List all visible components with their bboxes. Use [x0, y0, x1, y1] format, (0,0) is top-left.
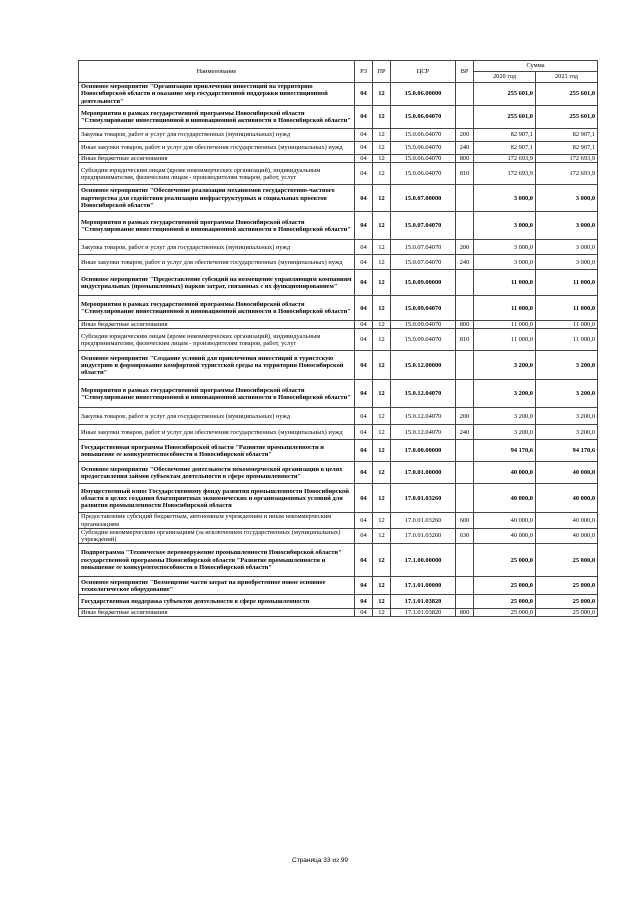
row-pr: 12: [373, 544, 391, 577]
row-rz: 04: [355, 577, 373, 595]
row-vr: 800: [456, 321, 474, 329]
row-amount-2020: 94 170,6: [474, 440, 536, 462]
table-row: [79, 212, 598, 240]
row-amount-2020: 25 000,0: [474, 609, 536, 617]
table-row: [79, 142, 598, 155]
row-amount-2021: 172 693,9: [536, 155, 598, 163]
table-row: [79, 484, 598, 513]
header-csr: ЦСР: [391, 61, 456, 83]
row-pr: 12: [373, 380, 391, 408]
row-name: Субсидии некоммерческим организациям (за исключением государственных (муниципальных) учреждений): [79, 528, 355, 543]
row-amount-2020: 3 200,0: [474, 380, 536, 408]
table-row: [79, 270, 598, 296]
table-row: [79, 609, 598, 617]
row-amount-2020: 255 601,0: [474, 106, 536, 129]
row-amount-2020: 11 000,0: [474, 329, 536, 351]
row-name: Субсидии юридическим лицам (кроме некоммерческих организаций), индивидуальным предпринимателям, физическим лицам - производителям товаров, работ, услуг: [79, 329, 355, 351]
row-amount-2020: 3 200,0: [474, 408, 536, 425]
row-amount-2020: 25 000,0: [474, 577, 536, 595]
row-pr: 12: [373, 577, 391, 595]
header-name: Наименование: [79, 61, 355, 83]
table-row: [79, 321, 598, 329]
row-vr: 240: [456, 255, 474, 270]
row-vr: 240: [456, 425, 474, 440]
row-amount-2020: 3 200,0: [474, 425, 536, 440]
row-pr: 12: [373, 163, 391, 185]
row-vr: [456, 83, 474, 106]
row-pr: 12: [373, 240, 391, 255]
table-row: [79, 185, 598, 212]
row-vr: [456, 106, 474, 129]
row-csr: 15.0.09.04070: [391, 296, 456, 321]
row-pr: 12: [373, 528, 391, 543]
row-amount-2020: 40 000,0: [474, 528, 536, 543]
row-name: Государственная программа Новосибирской области "Развитие промышленности и повышение ее конкурентоспособности в Новосибирской области": [79, 440, 355, 462]
row-amount-2020: 40 000,0: [474, 513, 536, 528]
row-name: Мероприятия в рамках государственной программы Новосибирской области "Стимулирование инвестиционной и инновационной активности в Новосибирской области": [79, 296, 355, 321]
row-rz: 04: [355, 212, 373, 240]
table-row: [79, 155, 598, 163]
header-year-2020: 2020 год: [474, 72, 536, 83]
row-rz: 04: [355, 595, 373, 609]
row-amount-2021: 40 000,0: [536, 462, 598, 484]
row-pr: 12: [373, 185, 391, 212]
table-row: [79, 528, 598, 543]
row-amount-2021: 3 000,0: [536, 240, 598, 255]
row-rz: 04: [355, 408, 373, 425]
row-amount-2021: 172 693,9: [536, 163, 598, 185]
row-pr: 12: [373, 408, 391, 425]
row-rz: 04: [355, 240, 373, 255]
row-csr: 15.0.09.00000: [391, 270, 456, 296]
page-number: Страница 33 из 99: [292, 857, 348, 864]
row-name: Субсидии юридическим лицам (кроме некоммерческих организаций), индивидуальным предпринимателям, физическим лицам - производителям товаров, работ, услуг: [79, 163, 355, 185]
row-rz: 04: [355, 321, 373, 329]
row-amount-2020: 11 000,0: [474, 270, 536, 296]
row-vr: [456, 380, 474, 408]
row-csr: 15.0.12.00000: [391, 351, 456, 380]
row-rz: 04: [355, 329, 373, 351]
table-row: [79, 255, 598, 270]
row-csr: 15.0.06.04070: [391, 129, 456, 142]
row-name: Закупка товаров, работ и услуг для государственных (муниципальных) нужд: [79, 240, 355, 255]
row-name: Иные закупки товаров, работ и услуг для обеспечения государственных (муниципальных) нужд: [79, 425, 355, 440]
row-csr: 15.0.06.04070: [391, 142, 456, 155]
table-row: [79, 380, 598, 408]
row-amount-2020: 172 693,9: [474, 163, 536, 185]
row-csr: 17.0.01.00000: [391, 462, 456, 484]
row-name: Иные бюджетные ассигнования: [79, 321, 355, 329]
row-amount-2021: 255 601,0: [536, 83, 598, 106]
table-body: [79, 83, 598, 617]
row-name: Основное мероприятие "Обеспечение реализации механизмов государственно-частного партнерства для содействия реализации инфраструктурных и социальных проектов Новосибирской области": [79, 185, 355, 212]
table-row: [79, 329, 598, 351]
row-csr: 17.1.00.00000: [391, 544, 456, 577]
row-csr: 17.1.01.03820: [391, 595, 456, 609]
row-vr: 800: [456, 155, 474, 163]
row-amount-2020: 40 000,0: [474, 484, 536, 513]
row-vr: 810: [456, 163, 474, 185]
row-csr: 17.1.01.00000: [391, 577, 456, 595]
row-vr: 800: [456, 609, 474, 617]
row-name: Предоставление субсидий бюджетным, автономным учреждениям и иным некоммерческим организациям: [79, 513, 355, 528]
row-name: Закупка товаров, работ и услуг для государственных (муниципальных) нужд: [79, 408, 355, 425]
row-pr: 12: [373, 484, 391, 513]
table-row: [79, 408, 598, 425]
row-csr: 15.0.06.04070: [391, 155, 456, 163]
row-amount-2021: 94 170,6: [536, 440, 598, 462]
row-amount-2021: 25 000,0: [536, 544, 598, 577]
row-rz: 04: [355, 425, 373, 440]
table-row: [79, 83, 598, 106]
row-vr: [456, 270, 474, 296]
row-amount-2021: 11 000,0: [536, 321, 598, 329]
row-amount-2020: 3 000,0: [474, 240, 536, 255]
row-name: Основное мероприятие "Организация привлечения инвестиций на территорию Новосибирской области и оказание мер государственной поддержки инвестиционной деятельности": [79, 83, 355, 106]
row-rz: 04: [355, 83, 373, 106]
row-amount-2021: 3 000,0: [536, 185, 598, 212]
row-name: Иные закупки товаров, работ и услуг для обеспечения государственных (муниципальных) нужд: [79, 255, 355, 270]
row-name: Мероприятия в рамках государственной программы Новосибирской области "Стимулирование инвестиционной и инновационной активности в Новосибирской области": [79, 380, 355, 408]
row-amount-2021: 3 200,0: [536, 380, 598, 408]
row-vr: 600: [456, 513, 474, 528]
row-rz: 04: [355, 609, 373, 617]
row-name: Мероприятия в рамках государственной программы Новосибирской области "Стимулирование инвестиционной и инновационной активности в Новосибирской области": [79, 106, 355, 129]
row-rz: 04: [355, 462, 373, 484]
row-rz: 04: [355, 528, 373, 543]
row-amount-2020: 82 907,1: [474, 142, 536, 155]
row-rz: 04: [355, 106, 373, 129]
row-rz: 04: [355, 142, 373, 155]
row-csr: 17.1.01.03820: [391, 609, 456, 617]
row-amount-2021: 3 200,0: [536, 408, 598, 425]
table-row: [79, 577, 598, 595]
row-vr: 200: [456, 240, 474, 255]
row-vr: [456, 595, 474, 609]
row-amount-2021: 25 000,0: [536, 609, 598, 617]
row-pr: 12: [373, 595, 391, 609]
row-amount-2021: 11 000,0: [536, 329, 598, 351]
row-amount-2020: 3 000,0: [474, 255, 536, 270]
row-amount-2021: 25 000,0: [536, 577, 598, 595]
row-pr: 12: [373, 129, 391, 142]
row-amount-2021: 255 601,0: [536, 106, 598, 129]
row-rz: 04: [355, 296, 373, 321]
table-row: [79, 163, 598, 185]
row-amount-2020: 25 000,0: [474, 544, 536, 577]
row-name: Основное мероприятие "Предоставление субсидий на возмещение управляющим компаниям индустриальных (промышленных) парков затрат, связанных с их функционированием": [79, 270, 355, 296]
row-amount-2021: 11 000,0: [536, 296, 598, 321]
row-amount-2021: 82 907,1: [536, 142, 598, 155]
header-vr: ВР: [456, 61, 474, 83]
table-row: [79, 462, 598, 484]
row-name: Основное мероприятие "Возмещение части затрат на приобретенное новое основное технологическое оборудование": [79, 577, 355, 595]
row-csr: 15.0.12.04070: [391, 408, 456, 425]
row-rz: 04: [355, 129, 373, 142]
row-pr: 12: [373, 296, 391, 321]
table-row: [79, 425, 598, 440]
row-name: Подпрограмма "Техническое перевооружение промышленности Новосибирской области" государственной программы Новосибирской области "Развитие промышленности и повышение ее конкурентоспособности в Новосибирской области": [79, 544, 355, 577]
row-pr: 12: [373, 255, 391, 270]
row-amount-2021: 82 907,1: [536, 129, 598, 142]
row-name: Основное мероприятие "Создание условий для привлечения инвестиций в туристскую индустрию и формирование комфортной туристской среды на территории Новосибирской области": [79, 351, 355, 380]
budget-table: [78, 60, 598, 617]
row-pr: 12: [373, 142, 391, 155]
row-pr: 12: [373, 462, 391, 484]
row-vr: [456, 185, 474, 212]
row-rz: 04: [355, 544, 373, 577]
row-rz: 04: [355, 155, 373, 163]
row-amount-2020: 25 000,0: [474, 595, 536, 609]
row-pr: 12: [373, 106, 391, 129]
row-pr: 12: [373, 440, 391, 462]
row-amount-2021: 11 000,0: [536, 270, 598, 296]
row-csr: 15.0.06.04070: [391, 106, 456, 129]
row-rz: 04: [355, 270, 373, 296]
row-vr: [456, 440, 474, 462]
row-vr: [456, 212, 474, 240]
row-pr: 12: [373, 270, 391, 296]
table-row: [79, 240, 598, 255]
row-vr: [456, 577, 474, 595]
row-vr: 200: [456, 408, 474, 425]
row-amount-2020: 255 601,0: [474, 83, 536, 106]
row-csr: 15.0.07.04070: [391, 255, 456, 270]
row-amount-2021: 3 000,0: [536, 212, 598, 240]
row-rz: 04: [355, 484, 373, 513]
row-amount-2021: 40 000,0: [536, 528, 598, 543]
row-csr: 15.0.07.00000: [391, 185, 456, 212]
row-name: Имущественный взнос Государственному фонду развития промышленности Новосибирской области в целях создания благоприятных экономических и организационных условий для развития промышленности Новосибирской области: [79, 484, 355, 513]
row-csr: 17.0.01.03260: [391, 484, 456, 513]
row-rz: 04: [355, 255, 373, 270]
row-csr: 15.0.09.04070: [391, 329, 456, 351]
row-csr: 15.0.07.04070: [391, 240, 456, 255]
row-rz: 04: [355, 380, 373, 408]
row-name: Иные бюджетные ассигнования: [79, 609, 355, 617]
row-name: Иные бюджетные ассигнования: [79, 155, 355, 163]
row-amount-2020: 11 000,0: [474, 296, 536, 321]
row-pr: 12: [373, 609, 391, 617]
row-rz: 04: [355, 163, 373, 185]
row-pr: 12: [373, 513, 391, 528]
row-rz: 04: [355, 440, 373, 462]
row-csr: 17.0.01.03260: [391, 513, 456, 528]
row-vr: 240: [456, 142, 474, 155]
row-pr: 12: [373, 425, 391, 440]
header-year-2021: 2021 год: [536, 72, 598, 83]
row-pr: 12: [373, 329, 391, 351]
row-name: Иные закупки товаров, работ и услуг для обеспечения государственных (муниципальных) нужд: [79, 142, 355, 155]
row-vr: [456, 351, 474, 380]
row-amount-2020: 3 000,0: [474, 212, 536, 240]
row-name: Основное мероприятие "Обеспечение деятельности некоммерческой организации в целях предоставления займов субъектам деятельности в сфере промышленности": [79, 462, 355, 484]
row-name: Мероприятия в рамках государственной программы Новосибирской области "Стимулирование инвестиционной и инновационной активности в Новосибирской области": [79, 212, 355, 240]
row-name: Закупка товаров, работ и услуг для государственных (муниципальных) нужд: [79, 129, 355, 142]
row-vr: 810: [456, 329, 474, 351]
table-row: [79, 106, 598, 129]
table-row: [79, 351, 598, 380]
row-vr: [456, 484, 474, 513]
row-csr: 15.0.07.04070: [391, 212, 456, 240]
table-row: [79, 544, 598, 577]
row-csr: 15.0.06.00000: [391, 83, 456, 106]
row-name: Государственная поддержка субъектов деятельности в сфере промышленности: [79, 595, 355, 609]
header-sum: Сумма: [474, 61, 598, 72]
row-csr: 15.0.09.04070: [391, 321, 456, 329]
row-pr: 12: [373, 212, 391, 240]
row-rz: 04: [355, 513, 373, 528]
table-row: [79, 595, 598, 609]
row-pr: 12: [373, 351, 391, 380]
row-amount-2021: 40 000,0: [536, 484, 598, 513]
header-pr: ПР: [373, 61, 391, 83]
row-vr: 200: [456, 129, 474, 142]
row-rz: 04: [355, 185, 373, 212]
row-csr: 17.0.01.03260: [391, 528, 456, 543]
row-vr: 630: [456, 528, 474, 543]
header-rz: РЗ: [355, 61, 373, 83]
row-vr: [456, 462, 474, 484]
table-row: [79, 129, 598, 142]
row-amount-2020: 3 200,0: [474, 351, 536, 380]
row-csr: 15.0.12.04070: [391, 380, 456, 408]
row-csr: 17.0.00.00000: [391, 440, 456, 462]
table-row: [79, 440, 598, 462]
table-header: [79, 61, 598, 83]
row-pr: 12: [373, 155, 391, 163]
row-amount-2021: 40 000,0: [536, 513, 598, 528]
row-amount-2020: 11 000,0: [474, 321, 536, 329]
row-amount-2020: 172 693,9: [474, 155, 536, 163]
row-csr: 15.0.06.04070: [391, 163, 456, 185]
row-amount-2020: 3 000,0: [474, 185, 536, 212]
row-amount-2021: 25 000,0: [536, 595, 598, 609]
row-pr: 12: [373, 321, 391, 329]
table-row: [79, 513, 598, 528]
row-vr: [456, 296, 474, 321]
table-row: [79, 296, 598, 321]
row-csr: 15.0.12.04070: [391, 425, 456, 440]
row-amount-2020: 40 000,0: [474, 462, 536, 484]
row-amount-2020: 82 907,1: [474, 129, 536, 142]
row-amount-2021: 3 200,0: [536, 425, 598, 440]
row-amount-2021: 3 000,0: [536, 255, 598, 270]
row-vr: [456, 544, 474, 577]
row-amount-2021: 3 200,0: [536, 351, 598, 380]
row-rz: 04: [355, 351, 373, 380]
row-pr: 12: [373, 83, 391, 106]
